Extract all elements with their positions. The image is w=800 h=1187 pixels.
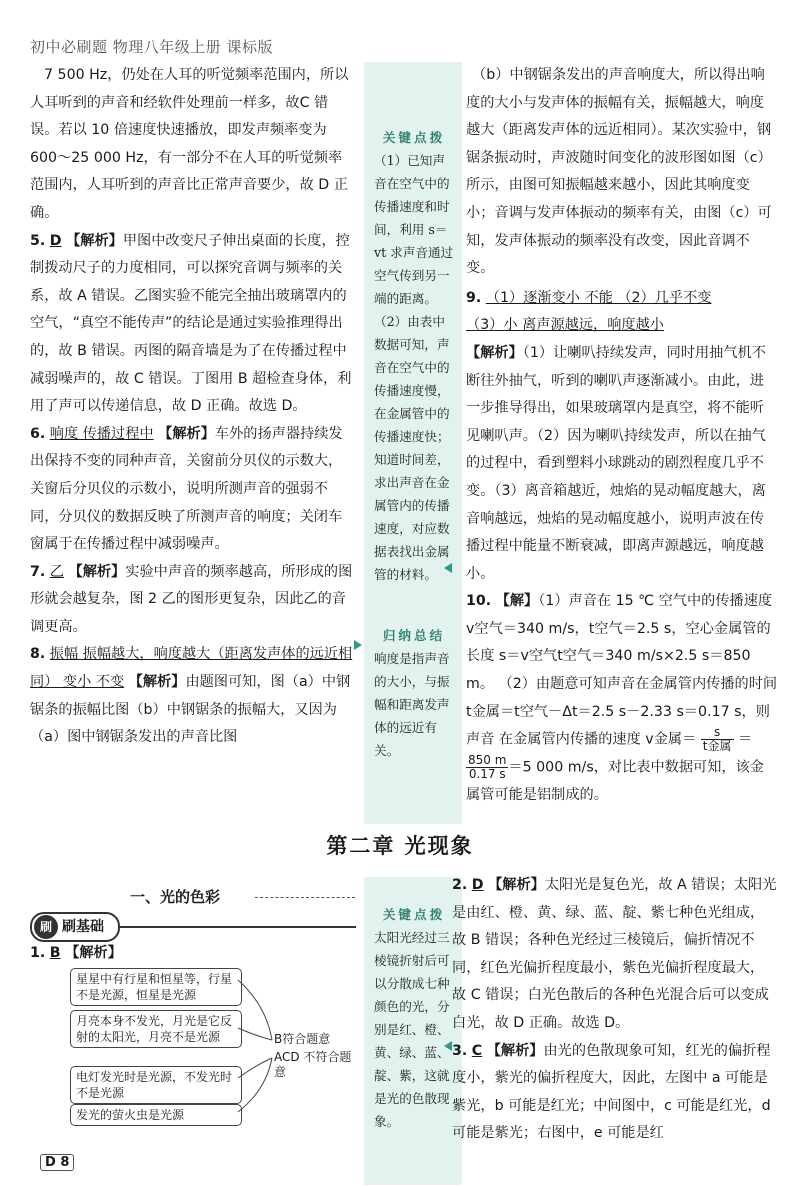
- analysis-tag: 【解析】: [486, 1042, 544, 1059]
- answer: 振幅 振幅越大，响度越大（距离发声体的远近相同） 变小 不变: [30, 646, 353, 691]
- analysis-text: （1）让喇叭持续发声，同时用抽气机不断往外抽气，听到的喇叭声逐渐减小。由此，进一步推导得出，如果玻璃罩内是真空，将不能听见喇叭声。（2）因为喇叭持续发声，所以在抽气的过程中，看到塑料小球跳动的剧烈程度几乎不变。（3）离音箱越近，烛焰的晃动幅度越大，离音响越远，烛焰的晃动幅度越小，说明声波在传播过程中能量不断衰减，即离声源越远，响度越小。: [466, 344, 766, 582]
- question-5: [30, 228, 356, 421]
- diagram-box: 月亮本身不发光，月光是它反射的太阳光，月亮不是光源: [70, 1010, 242, 1048]
- left-column: [30, 62, 356, 752]
- analysis-tag: 【解析】: [466, 344, 523, 361]
- answer: （3）小 离声源越远，响度越小: [466, 317, 664, 334]
- question-number: 3.: [452, 1042, 468, 1059]
- fraction-denominator: t金属: [702, 739, 732, 754]
- question-number: 10.: [466, 593, 492, 610]
- question-number: 5.: [30, 232, 46, 249]
- side-note-text: （1）已知声音在空气中的传播速度和时间，利用 s＝vt 求声音通过空气传到另一端的距离。: [374, 153, 454, 306]
- section-title: 一、光的色彩: [130, 888, 221, 906]
- analysis-text: 太阳光是复色光，故 A 错误；太阳光是由红、橙、黄、绿、蓝、靛、紫七种色光组成，故 B 错误；各种色光经过三棱镜后，偏折情况不同，红色光偏折程度最小，紫色光偏折程度最大，故 C 错误；白光色散后的各种色光混合后可以变成白光，故 D 正确。故选 D。: [452, 877, 777, 1031]
- analysis-tag: 【解】: [495, 593, 539, 610]
- connector-line: [238, 1058, 272, 1112]
- side-note-top: [364, 62, 462, 824]
- diagram-box: 电灯发光时是光源，不发光时不是光源: [70, 1066, 242, 1104]
- question-number: 7.: [30, 563, 46, 580]
- analysis-text: 车外的扬声器持续发出保持不变的同种声音，关窗前分贝仪的示数大，关窗后分贝仪的示数小，说明所测声音的强弱不同，分贝仪的数据反映了所测声音的响度；关闭车窗属于在传播过程中减弱噪声。: [30, 425, 343, 553]
- answer: （1）逐渐变小 不能 （2）几乎不变: [485, 289, 712, 306]
- divider: [120, 926, 356, 928]
- side-note-title: 关键点拨: [382, 907, 446, 922]
- side-note-title: 关键点拨: [382, 130, 446, 145]
- question-number: 9.: [466, 289, 482, 306]
- page-header: 初中必刷题 物理八年级上册 课标版: [30, 38, 274, 56]
- diagram-label: B符合题意: [274, 1032, 331, 1046]
- answer: B: [49, 945, 61, 961]
- pointer-arrow-icon: [444, 1041, 452, 1051]
- page-number: D 8: [40, 1154, 74, 1171]
- paragraph: （b）中钢锯条发出的声音响度大，所以得出响度的大小与发声体的振幅有关，振幅越大，响度越大（距离发声体的远近相同）。某次实验中，钢锯条振动时，声波随时间变化的波形图如图（c）所示，由图可知振幅越来越小，因此其响度变小；音调与发声体振动的频率有关，由图（c）可知，发声体振动的频率没有改变，因此音调不变。: [466, 67, 772, 277]
- pointer-arrow-icon: [444, 563, 452, 573]
- question-6: [30, 421, 356, 559]
- diagram-box: 星星中有行星和恒星等，行星不是光源，恒星是光源: [70, 968, 242, 1006]
- basic-practice-badge: [30, 912, 120, 942]
- right-column-bottom: [452, 872, 778, 1148]
- question-8: [30, 641, 356, 751]
- side-note-text: （2）由表中数据可知，声音在空气中的传播速度慢，在金属管中的传播速度快；知道时间差，求出声音在金属管内的传播速度，对应数据表找出金属管的材料。: [374, 314, 450, 582]
- analysis-text: 由题图可知，图（a）中钢锯条的振幅比图（b）中钢锯条的振幅大，又因为（a）图中钢锯条发出的声音比图: [30, 674, 351, 746]
- fraction-numerator: 850 m: [468, 753, 507, 768]
- paragraph: 7 500 Hz，仍处在人耳的听觉频率范围内，所以人耳听到的声音和经软件处理前一样多，故C 错误。若以 10 倍速度快速播放，即发声频率变为 600～25 000 Hz，有一部分不在人耳的听觉频率范围内，人耳听到的声音比正常声音要少，故 D 正确。: [30, 67, 349, 221]
- question-9: [466, 285, 778, 589]
- side-note-title: 归纳总结: [382, 628, 446, 643]
- answer: C: [471, 1042, 483, 1059]
- divider: [255, 897, 355, 898]
- connector-line: [238, 980, 272, 1040]
- connector-line: [238, 1028, 272, 1040]
- solution-line: 在金属管内传播的速度 v金属＝: [498, 731, 697, 748]
- fraction-denominator: 0.17 s: [468, 767, 506, 782]
- analysis-tag: 【解析】: [158, 425, 215, 442]
- question-number: 2.: [452, 877, 468, 893]
- solution-line: （2）由题意可知声音在金属管内传播的时间 t金属＝t空气－Δt＝2.5 s－2.33 s＝0.17 s，则声音: [466, 676, 778, 748]
- chapter-title: 第二章 光现象: [326, 833, 474, 858]
- question-3: [452, 1038, 778, 1148]
- side-note-text: 太阳光经过三棱镜折射后可以分散成七种颜色的光，分别是红、橙、黄、绿、蓝、靛、紫，这就是光的色散现象。: [374, 930, 450, 1129]
- answer: D: [49, 232, 62, 249]
- solution-line: （1）声音在 15 ℃ 空气中的传播速度: [538, 593, 773, 610]
- pointer-arrow-icon: [354, 640, 362, 650]
- solution-line: v空气＝340 m/s，t空气＝2.5 s，空心金属管的长度 s＝v空气t空气＝340 m/s×2.5 s＝850 m。: [466, 620, 771, 693]
- analysis-text: 甲图中改变尺子伸出桌面的长度，控制拨动尺子的力度相同，可以探究音调与频率的关系，故 A 错误。乙图实验不能完全抽出玻璃罩内的空气，“真空不能传声”的结论是通过实验推理得出的，故 B 错误。丙图的隔音墙是为了在传播过程中减弱噪声的，故 C 错误。丁图用 B 超检查身体，利用了声可以传递信息，故 D 正确。故选 D。: [30, 232, 352, 415]
- badge-label: 刷基础: [62, 919, 104, 935]
- answer: D: [471, 877, 484, 893]
- diagram-label: ACD 不符合题意: [274, 1050, 352, 1079]
- side-note-bottom: [364, 877, 462, 1185]
- question-number: 1.: [30, 945, 46, 961]
- analysis-tag: 【解析】: [488, 877, 545, 893]
- analysis-text: 实验中声音的频率越高，所形成的图形就会越复杂，图 2 乙的图形更复杂，因此乙的音调更高。: [30, 563, 353, 635]
- analysis-tag: 【解析】: [128, 674, 186, 691]
- fraction: [701, 726, 734, 753]
- question-1: [30, 942, 122, 962]
- question-7: [30, 559, 356, 642]
- question-number: 6.: [30, 425, 46, 442]
- answer: 响度 传播过程中: [49, 425, 154, 442]
- analysis-tag: 【解析】: [65, 945, 122, 961]
- analysis-text: 由光的色散现象可知，红光的偏折程度小，紫光的偏折程度大，因此，左图中 a 可能是紫光，b 可能是红光；中间图中，c 可能是红光，d 可能是紫光；右图中，e 可能是红: [452, 1042, 771, 1142]
- fraction: [466, 754, 508, 781]
- right-column: [466, 62, 778, 810]
- question-10: 10. 【解】（1）声音在 15 ℃ 空气中的传播速度 v空气＝340 m/s，t空气＝2.5 s，空心金属管的长度 s＝v空气t空气＝340 m/s×2.5 s＝850 m。 （2）由题意可知声音在金属管内传播的时间 t金属＝t空气－Δt＝2.5 s－2.33 s＝0.17 s，则声音 在金属管内传播的速度 v金属＝ $\frac{s}{\text{t金属}}$ ＝ $\frac{850 m}{0.17 s}$ ＝5 000 m/s，对比表中数据可知，该金属管可能是铝制成的。: [466, 593, 778, 804]
- diagram-box: 发光的萤火虫是光源: [70, 1104, 242, 1126]
- fraction-numerator: s: [701, 726, 734, 740]
- analysis-tag: 【解析】: [68, 563, 126, 580]
- diagram-connectors: [236, 970, 276, 1130]
- answer: 乙: [49, 563, 64, 580]
- side-note-text: 响度是指声音的大小，与振幅和距离发声体的远近有关。: [374, 651, 450, 758]
- question-2: [452, 872, 778, 1038]
- solution-line: ＝5 000 m/s，对比表中数据可知，该金属管可能是铝制成的。: [466, 759, 764, 804]
- brush-icon: 刷: [34, 915, 58, 939]
- question-number: 8.: [30, 646, 46, 663]
- analysis-tag: 【解析】: [66, 232, 123, 249]
